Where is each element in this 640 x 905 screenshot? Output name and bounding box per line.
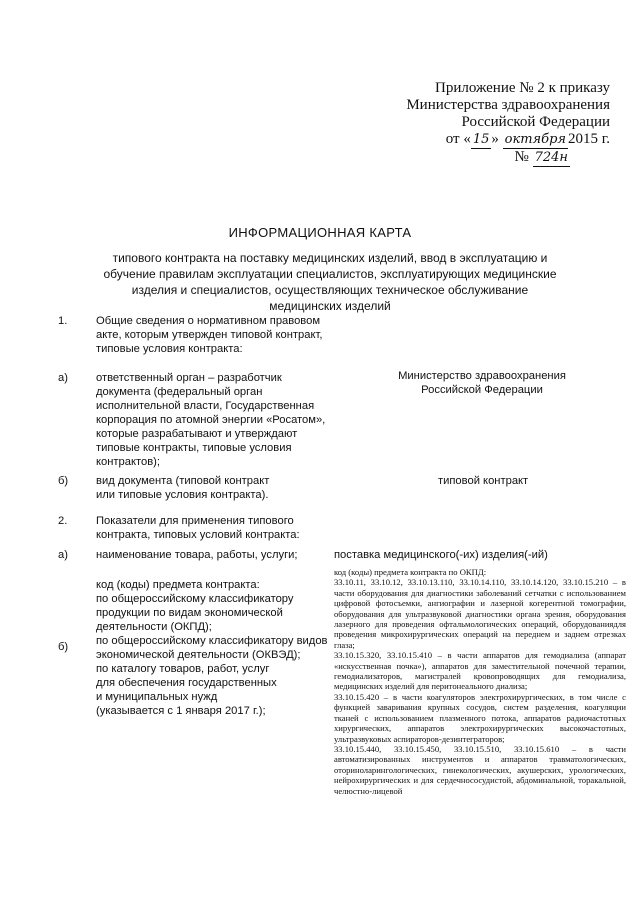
item-a1-line: которые разрабатывают и утверждают: [96, 428, 298, 440]
date-mid: »: [491, 131, 499, 147]
appendix-line-3: Российской Федерации: [461, 114, 610, 130]
item-a2-marker: а): [58, 549, 68, 561]
item-b1-marker: б): [58, 475, 69, 487]
appendix-date: [380, 131, 610, 149]
item-a1-line: типовые контракты, типовые условия: [96, 442, 292, 454]
okpd-codes-block: [334, 567, 626, 796]
document-title: ИНФОРМАЦИОННАЯ КАРТА: [228, 225, 412, 240]
item-a1-value-line: Министерство здравоохранения: [398, 370, 566, 382]
number-handwritten: 724н: [534, 150, 568, 165]
appendix-line-1: Приложение № 2 к приказу: [435, 80, 610, 96]
item-b2-line: продукции по видам экономической: [96, 607, 283, 619]
item-a1-line: ответственный орган – разработчик: [96, 372, 282, 384]
item-a1-value: [392, 369, 572, 397]
appendix-line-2: Министерства здравоохранения: [406, 97, 610, 113]
okpd-paragraph: 33.10.15.440, 33.10.15.450, 33.10.15.510, 33.10.15.610 – в части автоматизированных инструментов и аппаратов травматологических, оториноларингологических, гинекологических, акушерских, урологических, нейрохирургических и для сердечнососудистой, абдоминальной, торакальной, челюстно-лицевой: [334, 743, 626, 796]
number-prefix: №: [514, 149, 529, 165]
item-a1-value-line: Российской Федерации: [421, 384, 543, 396]
section-2-line: контракта, типовых условий контракта:: [96, 529, 300, 541]
section-1-text: [96, 314, 336, 356]
item-b2-line: код (коды) предмета контракта:: [96, 579, 260, 591]
date-suffix: 2015 г.: [568, 131, 610, 147]
item-b2-line: по каталогу товаров, работ, услуг: [96, 663, 270, 675]
date-month-handwritten: октября: [504, 132, 567, 147]
date-prefix: от «: [445, 131, 471, 147]
section-2-text: [96, 514, 336, 542]
item-a1-line: документа (федеральный орган: [96, 386, 263, 398]
item-b2-line: деятельности (ОКПД);: [96, 621, 212, 633]
item-b2-line: и муниципальных нужд: [96, 691, 218, 703]
item-b1-line: или типовые условия контракта).: [96, 489, 269, 501]
section-2-line: Показатели для применения типового: [96, 515, 294, 527]
item-b2-marker: б): [58, 641, 69, 653]
section-2-marker: 2.: [58, 515, 68, 527]
okpd-paragraph: 33.10.15.320, 33.10.15.410 – в части аппаратов для гемодиализа (аппарат «искусственная почка»), аппаратов для заместительной почечной терапии, гемодиализаторов, магистралей кровопроводящих для гемодиализа, медицинских изделий для перитонеального диализа;: [334, 650, 626, 692]
okpd-paragraph: 33.10.15.420 – в части коагуляторов электрохирургических, в том числе с функцией заваривания крупных сосудов, систем разделения, коагуляции тканей с использованием плазменного потока, аппаратов радиочастотных хирургических, аппаратов электрохирургических высокочастотных, ультразвуковых аспираторов-дезинтеграторов;: [334, 691, 626, 744]
item-b2-line: (указывается с 1 января 2017 г.);: [96, 705, 266, 717]
item-b2-line: по общероссийскому классификатору: [96, 593, 294, 605]
item-a1-line: корпорация по атомной энергии «Росатом»,: [96, 414, 326, 426]
item-a1-line: исполнительной власти, Государственная: [96, 400, 315, 412]
item-b1-text: [96, 474, 336, 502]
okpd-paragraph: код (коды) предмета контракта по ОКПД:: [334, 567, 487, 577]
section-1-line: типовые условия контракта:: [96, 343, 243, 355]
item-b1-line: вид документа (типовой контракт: [96, 475, 270, 487]
okpd-paragraph: 33.10.11, 33.10.12, 33.10.13.110, 33.10.14.110, 33.10.14.120, 33.10.15.210 – в части оборудования для диагностики заболеваний сетчатки с использованием цифровой фотосъемки, ангиографии и лазерной когерентной томографии, оборудования для ультразвуковой диагностики органа зрения, оборудования лазерного для проведения офтальмологических операций, оборудованиядля проведения микрохирургических операций на переднем и заднем отрезках глаза;: [334, 577, 626, 650]
item-b2-line: экономической деятельности (ОКВЭД);: [96, 649, 301, 661]
section-1-line: Общие сведения о нормативном правовом: [96, 315, 321, 327]
item-b2-text: [96, 578, 336, 718]
section-1-line: акте, которым утвержден типовой контракт,: [96, 329, 323, 341]
item-a2-text: наименование товара, работы, услуги;: [96, 549, 298, 561]
document-subtitle: типового контракта на поставку медицинских изделий, ввод в эксплуатацию и обучение правилам эксплуатации специалистов, эксплуатирующих медицинские изделия и специалистов, осуществляющих техническое обслуживание медицинских изделий: [103, 251, 557, 313]
date-day-handwritten: 15: [472, 132, 490, 147]
item-b1-value: типовой контракт: [438, 475, 529, 487]
item-a1-text: [96, 371, 336, 469]
appendix-number: [380, 149, 610, 167]
item-a1-marker: а): [58, 372, 68, 384]
item-b2-line: по общероссийскому классификатору видов: [96, 635, 328, 647]
item-b2-line: для обеспечения государственных: [96, 677, 277, 689]
appendix-header: [380, 80, 610, 167]
item-a2-value: поставка медицинского(-их) изделия(-ий): [334, 549, 548, 561]
section-1-marker: 1.: [58, 315, 68, 327]
item-a1-line: контрактов);: [96, 456, 161, 468]
